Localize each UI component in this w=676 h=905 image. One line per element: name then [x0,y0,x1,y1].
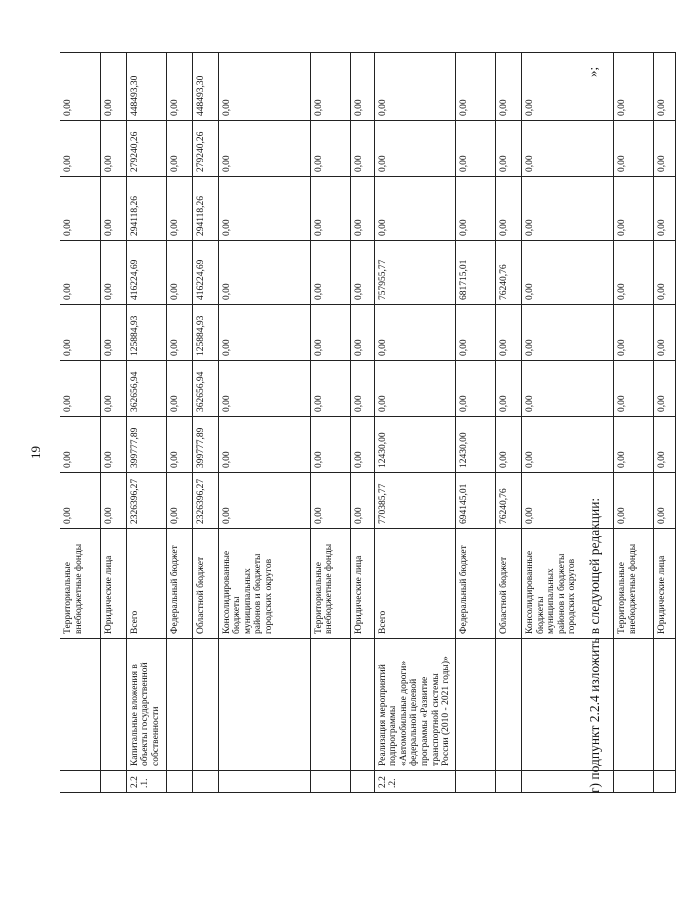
row-code-cell [350,771,374,793]
funding-source-cell: Территориальные внебюджетные фонды [613,529,653,639]
value-cell: 0,00 [653,473,675,529]
value-cell: 0,00 [613,305,653,361]
value-cell: 0,00 [455,305,495,361]
value-cell: 0,00 [60,121,100,177]
value-cell: 0,00 [653,241,675,305]
table-row [350,53,374,793]
value-cell: 770385,77 [374,473,455,529]
row-name-cell [653,639,675,771]
row-code-cell: 2.2.1. [126,771,166,793]
funding-source-cell: Юридические лица [350,529,374,639]
value-cell: 125884,93 [126,305,166,361]
value-cell: 0,00 [218,417,310,473]
value-cell: 0,00 [521,417,613,473]
value-cell: 0,00 [310,177,350,241]
value-cell: 0,00 [653,121,675,177]
row-code-cell [495,771,521,793]
funding-source-cell: Федеральный бюджет [166,529,192,639]
value-cell: 694145,01 [455,473,495,529]
value-cell: 362656,94 [126,361,166,417]
value-cell: 0,00 [100,305,126,361]
row-code-cell [192,771,218,793]
value-cell: 0,00 [521,361,613,417]
value-cell: 0,00 [495,53,521,121]
value-cell: 0,00 [310,305,350,361]
value-cell: 294118,26 [192,177,218,241]
value-cell: 125884,93 [192,305,218,361]
row-code-cell [613,771,653,793]
value-cell: 0,00 [495,417,521,473]
funding-source-cell: Консолидированные бюджеты муниципальных районов и бюджеты городских округов [218,529,310,639]
value-cell: 0,00 [653,417,675,473]
row-code-cell [218,771,310,793]
value-cell: 0,00 [495,305,521,361]
funding-source-cell: Юридические лица [100,529,126,639]
value-cell: 0,00 [60,177,100,241]
value-cell: 0,00 [350,417,374,473]
value-cell: 0,00 [521,473,613,529]
value-cell: 0,00 [166,241,192,305]
value-cell: 0,00 [613,417,653,473]
value-cell: 399777,89 [192,417,218,473]
value-cell: 757955,77 [374,241,455,305]
value-cell: 0,00 [60,305,100,361]
value-cell: 279240,26 [192,121,218,177]
row-name-cell [455,639,495,771]
value-cell: 0,00 [653,53,675,121]
value-cell: 0,00 [166,417,192,473]
value-cell: 0,00 [613,361,653,417]
row-name-cell [495,639,521,771]
value-cell: 0,00 [100,417,126,473]
funding-source-cell: Областной бюджет [495,529,521,639]
value-cell: 0,00 [374,121,455,177]
value-cell: 0,00 [100,473,126,529]
value-cell: 0,00 [166,361,192,417]
value-cell: 0,00 [455,361,495,417]
value-cell: 0,00 [60,417,100,473]
row-code-cell [310,771,350,793]
funding-source-cell: Областной бюджет [192,529,218,639]
table-row [218,53,310,793]
funding-table [60,52,676,793]
value-cell: 0,00 [166,305,192,361]
funding-source-cell: Федеральный бюджет [455,529,495,639]
row-name-cell [310,639,350,771]
row-name-cell [60,639,100,771]
value-cell: 0,00 [218,177,310,241]
value-cell: 0,00 [100,241,126,305]
closing-quote-mark: »; [585,66,600,77]
row-name-cell [613,639,653,771]
table-row [166,53,192,793]
value-cell: 0,00 [613,53,653,121]
value-cell: 0,00 [100,177,126,241]
value-cell: 0,00 [310,361,350,417]
value-cell: 0,00 [310,241,350,305]
row-code-cell [455,771,495,793]
value-cell: 0,00 [166,473,192,529]
value-cell: 0,00 [455,53,495,121]
value-cell: 0,00 [613,121,653,177]
value-cell: 2326396,27 [126,473,166,529]
value-cell: 0,00 [350,361,374,417]
table-row [126,53,166,793]
value-cell: 448493,30 [126,53,166,121]
value-cell: 0,00 [310,121,350,177]
value-cell: 0,00 [653,305,675,361]
value-cell: 0,00 [60,241,100,305]
value-cell: 0,00 [374,177,455,241]
row-code-cell [166,771,192,793]
value-cell: 448493,30 [192,53,218,121]
funding-source-cell: Всего [126,529,166,639]
value-cell: 0,00 [374,305,455,361]
table-row [613,53,653,793]
value-cell: 0,00 [613,473,653,529]
value-cell: 0,00 [218,361,310,417]
value-cell: 0,00 [166,121,192,177]
value-cell: 0,00 [166,177,192,241]
value-cell: 76240,76 [495,473,521,529]
funding-source-cell: Консолидированные бюджеты муниципальных районов и бюджеты городских округов [521,529,613,639]
value-cell: 0,00 [350,473,374,529]
value-cell: 0,00 [613,177,653,241]
value-cell: 0,00 [100,53,126,121]
amendment-instruction: г) подпункт 2.2.4 изложить в следующей редакции: [587,497,602,793]
row-name-cell [350,639,374,771]
value-cell: 0,00 [521,305,613,361]
table-row [653,53,675,793]
row-code-cell: 2.2.2. [374,771,455,793]
value-cell: 416224,69 [192,241,218,305]
value-cell: 0,00 [521,177,613,241]
value-cell: 0,00 [310,473,350,529]
page-number: 19 [28,446,43,459]
table-row [60,53,100,793]
table-row [374,53,455,793]
value-cell: 0,00 [455,121,495,177]
table-row [455,53,495,793]
value-cell: 0,00 [100,121,126,177]
funding-source-cell: Всего [374,529,455,639]
value-cell: 681715,01 [455,241,495,305]
funding-source-cell: Территориальные внебюджетные фонды [60,529,100,639]
table-row [310,53,350,793]
value-cell: 0,00 [653,361,675,417]
value-cell: 0,00 [310,417,350,473]
value-cell: 0,00 [350,241,374,305]
value-cell: 0,00 [218,241,310,305]
value-cell: 0,00 [166,53,192,121]
value-cell: 0,00 [218,53,310,121]
value-cell: 0,00 [218,473,310,529]
value-cell: 0,00 [100,361,126,417]
value-cell: 0,00 [455,177,495,241]
value-cell: 0,00 [60,361,100,417]
value-cell: 0,00 [495,177,521,241]
value-cell: 294118,26 [126,177,166,241]
value-cell: 0,00 [60,473,100,529]
value-cell: 0,00 [613,241,653,305]
value-cell: 416224,69 [126,241,166,305]
row-code-cell [653,771,675,793]
value-cell: 0,00 [350,305,374,361]
row-code-cell [60,771,100,793]
value-cell: 0,00 [350,177,374,241]
value-cell: 0,00 [653,177,675,241]
funding-source-cell: Юридические лица [653,529,675,639]
value-cell: 0,00 [350,53,374,121]
value-cell: 0,00 [521,53,613,121]
value-cell: 279240,26 [126,121,166,177]
table-row [495,53,521,793]
value-cell: 0,00 [521,241,613,305]
row-name-cell: Капитальные вложения в объекты государственной собственности [126,639,166,771]
value-cell: 0,00 [374,361,455,417]
table-row [100,53,126,793]
value-cell: 0,00 [495,121,521,177]
value-cell: 0,00 [218,305,310,361]
row-name-cell [218,639,310,771]
value-cell: 399777,89 [126,417,166,473]
value-cell: 362656,94 [192,361,218,417]
value-cell: 12430,00 [455,417,495,473]
value-cell: 0,00 [374,53,455,121]
table-row [192,53,218,793]
value-cell: 12430,00 [374,417,455,473]
row-name-cell [100,639,126,771]
row-name-cell: Реализация мероприятий подпрограммы «Автомобильные дороги» федеральной целевой программы «Развитие транспортной системы России (2010 - 2021 годы)» [374,639,455,771]
row-name-cell [192,639,218,771]
value-cell: 76240,76 [495,241,521,305]
value-cell: 0,00 [521,121,613,177]
row-name-cell [166,639,192,771]
value-cell: 0,00 [218,121,310,177]
value-cell: 0,00 [495,361,521,417]
value-cell: 0,00 [310,53,350,121]
value-cell: 0,00 [350,121,374,177]
funding-source-cell: Территориальные внебюджетные фонды [310,529,350,639]
value-cell: 2326396,27 [192,473,218,529]
value-cell: 0,00 [60,53,100,121]
row-code-cell [100,771,126,793]
